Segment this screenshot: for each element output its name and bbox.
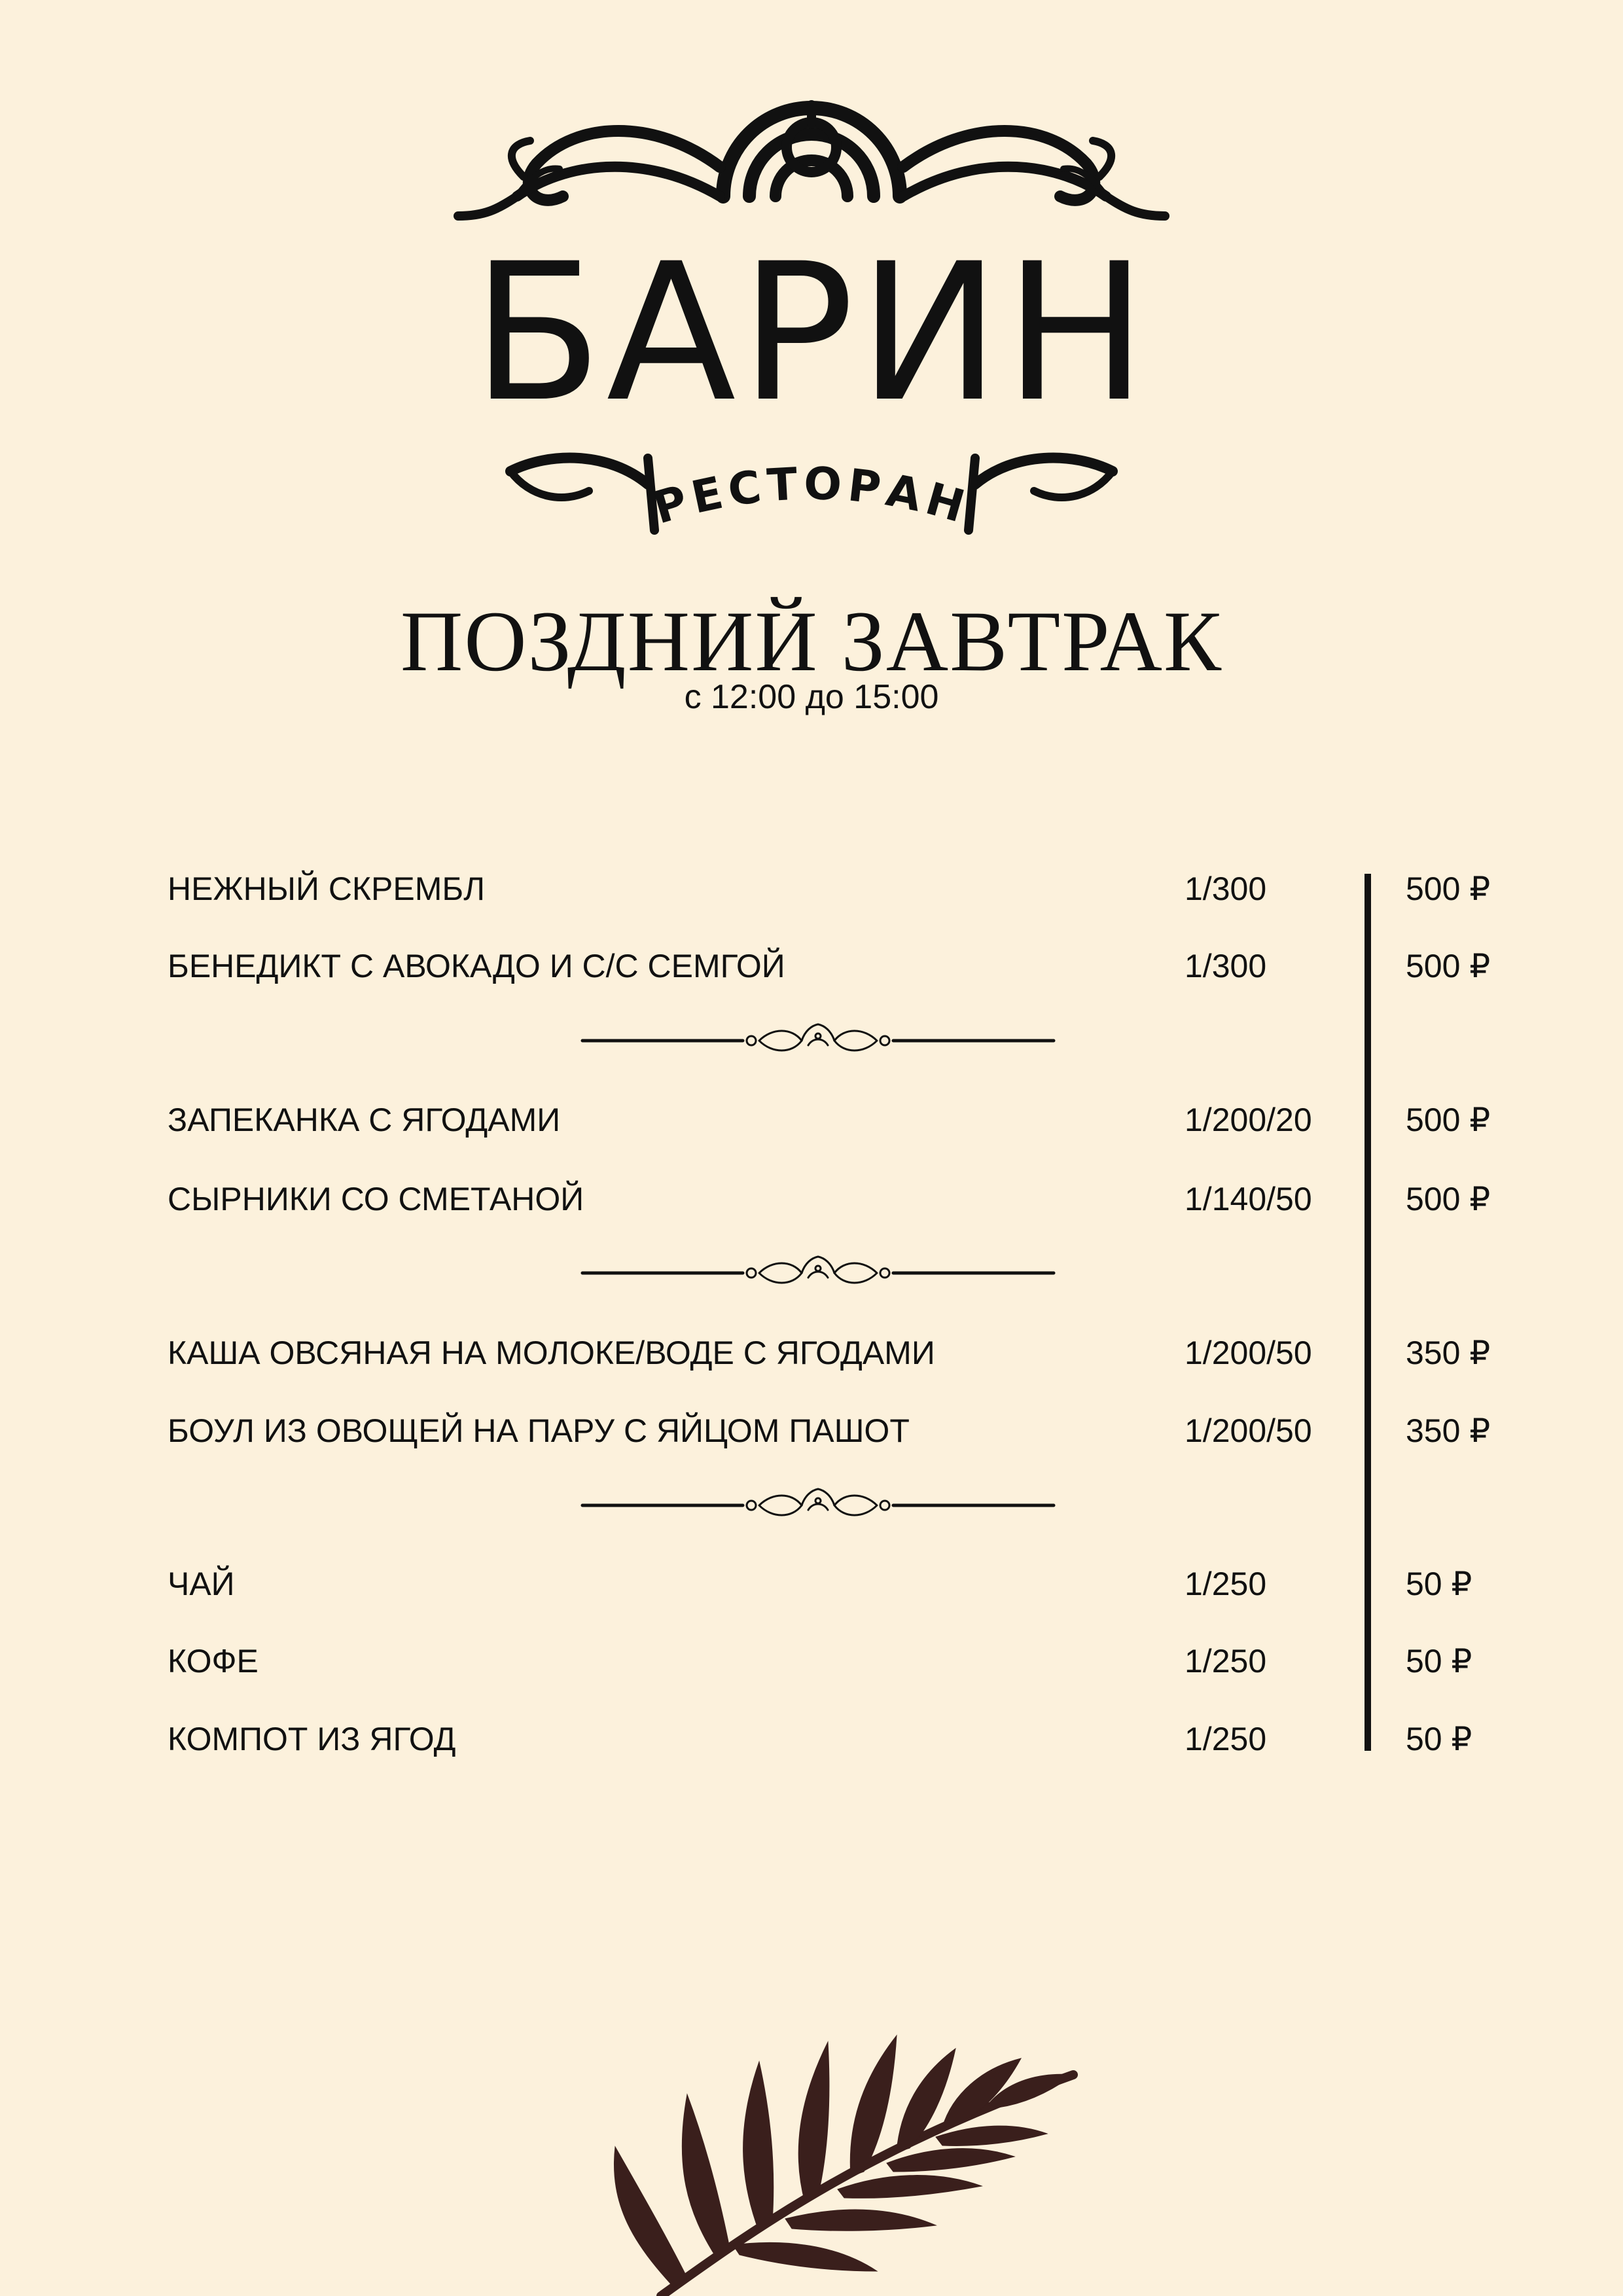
item-price: 50 ₽	[1406, 1566, 1472, 1602]
item-price: 500 ₽	[1406, 948, 1491, 984]
menu-item	[0, 1558, 1623, 1610]
menu-title: ПОЗДНИЙ ЗАВТРАК	[400, 593, 1223, 689]
menu-hours: с 12:00 до 15:00	[684, 678, 939, 716]
brand-name: БАРИН	[472, 223, 1151, 444]
item-name: БЕНЕДИКТ С АВОКАДО И С/С СЕМГОЙ	[168, 948, 785, 984]
item-name: КОМПОТ ИЗ ЯГОД	[168, 1721, 456, 1757]
item-weight: 1/300	[1185, 870, 1267, 907]
fern-leaf-icon	[589, 2029, 1099, 2296]
item-price: 350 ₽	[1406, 1335, 1491, 1371]
item-price: 500 ₽	[1406, 870, 1491, 907]
menu-item	[0, 940, 1623, 992]
item-name: СЫРНИКИ СО СМЕТАНОЙ	[168, 1181, 584, 1217]
item-price: 350 ₽	[1406, 1412, 1491, 1449]
menu-item	[0, 1327, 1623, 1379]
menu-item	[0, 1094, 1623, 1146]
item-name: БОУЛ ИЗ ОВОЩЕЙ НА ПАРУ С ЯЙЦОМ ПАШОТ	[168, 1412, 910, 1449]
menu-item	[0, 1173, 1623, 1225]
item-weight: 1/250	[1185, 1566, 1267, 1602]
item-weight: 1/200/20	[1185, 1102, 1312, 1138]
item-name: НЕЖНЫЙ СКРЕМБЛ	[168, 870, 486, 907]
item-price: 500 ₽	[1406, 1102, 1491, 1138]
brand-subtitle-arc	[589, 425, 1034, 556]
menu-item	[0, 1635, 1623, 1687]
item-price: 500 ₽	[1406, 1181, 1491, 1217]
item-weight: 1/140/50	[1185, 1181, 1312, 1217]
item-weight: 1/200/50	[1185, 1412, 1312, 1449]
item-name: ЗАПЕКАНКА С ЯГОДАМИ	[168, 1102, 561, 1138]
item-weight: 1/300	[1185, 948, 1267, 984]
menu-item	[0, 863, 1623, 915]
item-weight: 1/200/50	[1185, 1335, 1312, 1371]
flourish-divider-icon	[576, 1250, 1060, 1296]
item-price: 50 ₽	[1406, 1643, 1472, 1679]
item-weight: 1/250	[1185, 1643, 1267, 1679]
flourish-divider-icon	[576, 1482, 1060, 1528]
item-name: ЧАЙ	[168, 1566, 235, 1602]
price-column-divider	[1364, 874, 1371, 1751]
item-price: 50 ₽	[1406, 1721, 1472, 1757]
menu-item	[0, 1713, 1623, 1765]
item-weight: 1/250	[1185, 1721, 1267, 1757]
item-name: КАША ОВСЯНАЯ НА МОЛОКЕ/ВОДЕ С ЯГОДАМИ	[168, 1335, 935, 1371]
brand-subtitle: РЕСТОРАН	[647, 457, 975, 535]
flourish-divider-icon	[576, 1018, 1060, 1064]
item-name: КОФЕ	[168, 1643, 259, 1679]
menu-item	[0, 1405, 1623, 1457]
